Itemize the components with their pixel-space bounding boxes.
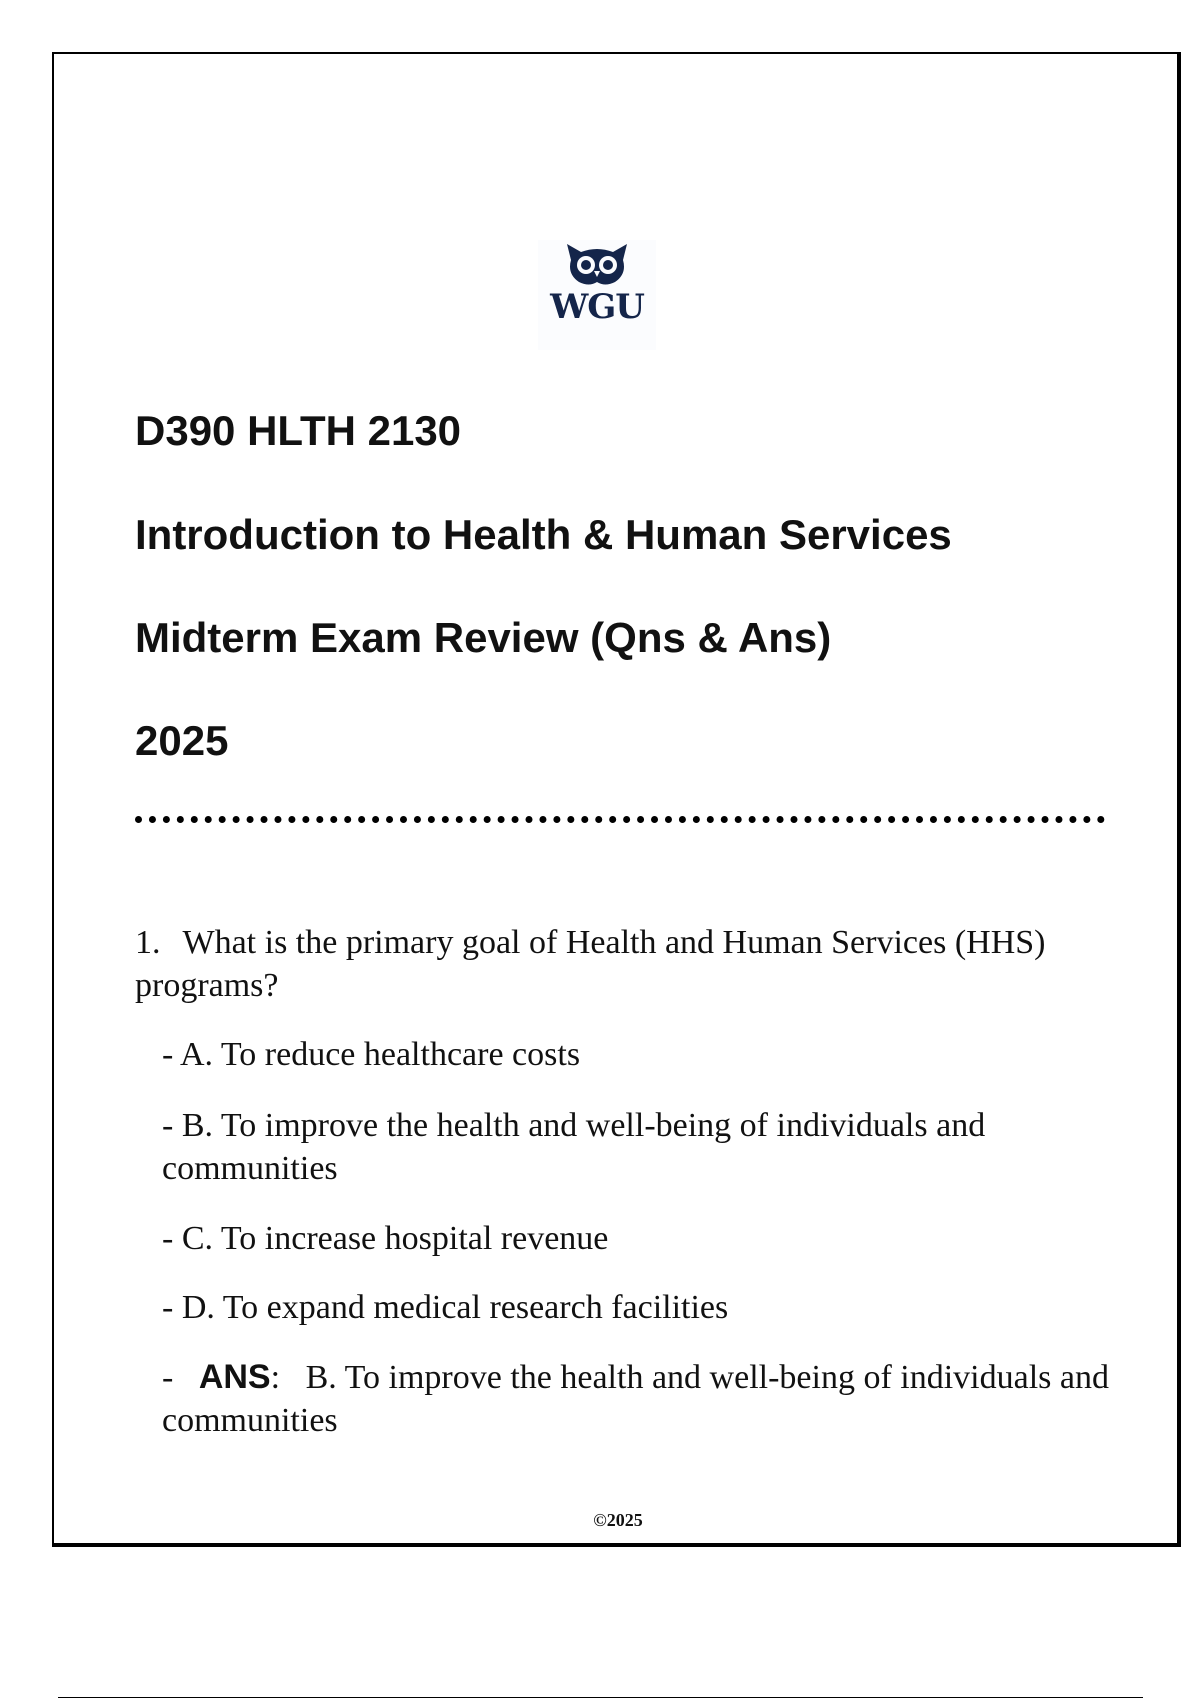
bottom-divider: [58, 1697, 1143, 1698]
course-title: Introduction to Health & Human Services: [135, 511, 952, 558]
option-b: - B. To improve the health and well-being of individuals and communities: [162, 1107, 986, 1187]
option-a: - A. To reduce healthcare costs: [162, 1036, 581, 1073]
owl-icon: [561, 240, 633, 288]
question-text: What is the primary goal of Health and Human Services (HHS) programs?: [135, 924, 1046, 1004]
answer-line: - ANS: B. To improve the health and well-being of individuals and communities: [162, 1358, 1109, 1439]
question-number: 1.: [135, 924, 161, 961]
answer-prefix: -: [162, 1359, 174, 1396]
answer-text: B. To improve the health and well-being of individuals and communities: [162, 1359, 1109, 1439]
question-stem: [135, 921, 1065, 1007]
answer-label: ANS: [198, 1358, 271, 1396]
copyright-footer: ©2025: [593, 1510, 643, 1530]
dotted-divider: [135, 816, 1105, 823]
option-d: - D. To expand medical research facilities: [162, 1289, 729, 1326]
option-c: - C. To increase hospital revenue: [162, 1220, 609, 1257]
document-year: 2025: [135, 717, 229, 764]
wgu-logo: [538, 240, 656, 350]
document-title: Midterm Exam Review (Qns & Ans): [135, 614, 832, 661]
course-code: D390 HLTH 2130: [135, 407, 462, 454]
logo-text: WGU: [550, 287, 644, 327]
